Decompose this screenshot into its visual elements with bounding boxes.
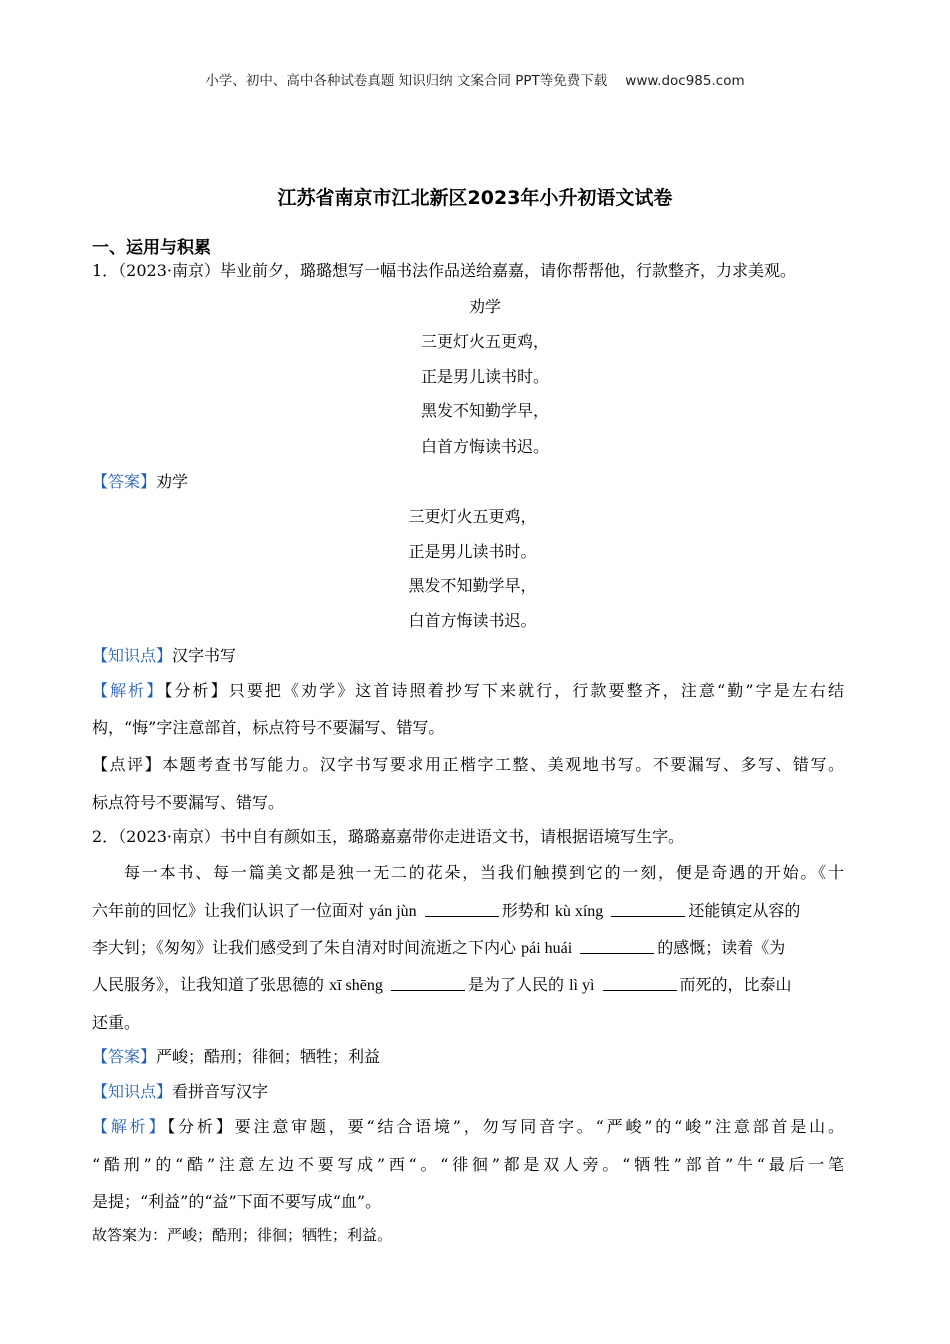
analysis-text: 【分析】要注意审题，要“结合语境”，勿写同音字。“严峻”的“峻”注意部首是山。 bbox=[167, 1117, 844, 1136]
answer-tag: 【答案】 bbox=[92, 472, 157, 491]
q2-conclusion: 故答案为：严峻；酷刑；徘徊；牺牲；利益。 bbox=[92, 1226, 393, 1244]
q1-stem: 1．（2023·南京）毕业前夕，璐璐想写一幅书法作品送给嘉嘉，请你帮帮他，行款整齐，力求美观。 bbox=[92, 261, 796, 280]
answer-text: 严峻；酷刑；徘徊；牺牲；利益 bbox=[156, 1047, 381, 1066]
q1-poem-line: 黑发不知勤学早， bbox=[420, 401, 549, 420]
q1-analysis-line bbox=[92, 678, 844, 701]
knowledge-text: 看拼音写汉字 bbox=[172, 1082, 269, 1101]
passage-text: 李大钊；《匆匆》让我们感受到了朱自清对时间流逝之下内心 bbox=[92, 938, 517, 957]
pinyin: yán jùn bbox=[369, 903, 417, 920]
passage-text: 而死的，比泰山 bbox=[679, 975, 792, 994]
review-tag: 【点评】 bbox=[92, 755, 163, 774]
q1-answer-poem-line: 三更灯火五更鸡， bbox=[408, 507, 537, 526]
q1-analysis-line: 构，“悔”字注意部首，标点符号不要漏写、错写。 bbox=[92, 718, 445, 737]
passage-text: 是为了人民的 bbox=[467, 975, 564, 994]
q2-analysis-line: “酷刑”的“酷”注意左边不要写成”西“。“徘徊”都是双人旁。“牺牲”部首”牛“最后一笔 bbox=[92, 1155, 844, 1174]
passage-text: 还能镇定从容的 bbox=[688, 901, 801, 920]
passage-text: 的感慨；读着《为 bbox=[657, 938, 786, 957]
q1-answer bbox=[92, 469, 188, 492]
passage-text: 六年前的回忆》让我们认识了一位面对 bbox=[92, 901, 365, 920]
q1-knowledge-point bbox=[92, 643, 236, 666]
header-site-link[interactable]: www.doc985.com bbox=[625, 73, 745, 89]
review-text: 本题考查书写能力。汉字书写要求用正楷字工整、美观地书写。不要漏写、多写、错写。 bbox=[162, 755, 844, 774]
passage-text: 人民服务》，让我知道了张思德的 bbox=[92, 975, 325, 994]
section-heading: 一、运用与积累 bbox=[92, 238, 211, 258]
q2-analysis-line bbox=[92, 1114, 844, 1137]
pinyin: lì yì bbox=[569, 977, 595, 994]
q1-poem-line: 正是男儿读书时。 bbox=[420, 367, 549, 386]
q1-answer-poem-line: 正是男儿读书时。 bbox=[408, 542, 537, 561]
q2-answer bbox=[92, 1044, 380, 1067]
pinyin: pái huái bbox=[521, 940, 573, 957]
q1-answer-poem-line: 黑发不知勤学早， bbox=[408, 576, 537, 595]
knowledge-tag: 【知识点】 bbox=[92, 1082, 173, 1101]
page-header bbox=[0, 69, 950, 89]
q2-passage-line bbox=[92, 972, 792, 995]
q1-poem-line: 白首方悔读书迟。 bbox=[420, 437, 549, 456]
q2-passage-line: 还重。 bbox=[92, 1013, 141, 1032]
q2-passage-line: 每一本书、每一篇美文都是独一无二的花朵，当我们触摸到它的一刻，便是奇遇的开始。《十 bbox=[124, 863, 844, 882]
answer-blank[interactable] bbox=[603, 976, 677, 991]
q1-answer-poem-line: 白首方悔读书迟。 bbox=[408, 611, 537, 630]
q1-answer-title: 劝学 bbox=[156, 472, 189, 491]
answer-blank[interactable] bbox=[580, 939, 654, 954]
header-text: 小学、初中、高中各种试卷真题 知识归纳 文案合同 PPT等免费下载 bbox=[205, 73, 608, 89]
answer-blank[interactable] bbox=[391, 976, 465, 991]
document-title: 江苏省南京市江北新区2023年小升初语文试卷 bbox=[277, 187, 673, 209]
q2-passage-line bbox=[92, 935, 785, 958]
pinyin: xī shēng bbox=[329, 977, 383, 994]
q1-poem-line: 三更灯火五更鸡， bbox=[420, 332, 549, 351]
answer-tag: 【答案】 bbox=[92, 1047, 157, 1066]
q1-review-line bbox=[92, 752, 844, 775]
analysis-text: 【分析】只要把《劝学》这首诗照着抄写下来就行，行款要整齐，注意“勤”字是左右结 bbox=[164, 681, 844, 700]
q1-review-line: 标点符号不要漏写、错写。 bbox=[92, 793, 285, 812]
q2-knowledge-point bbox=[92, 1079, 268, 1102]
analysis-tag: 【解析】 bbox=[92, 1117, 168, 1136]
knowledge-tag: 【知识点】 bbox=[92, 646, 173, 665]
q2-analysis-line: 是提；“利益”的“益”下面不要写成“血”。 bbox=[92, 1192, 382, 1211]
answer-blank[interactable] bbox=[611, 902, 685, 917]
q2-stem: 2．（2023·南京）书中自有颜如玉，璐璐嘉嘉带你走进语文书，请根据语境写生字。 bbox=[92, 827, 684, 846]
answer-blank[interactable] bbox=[425, 902, 499, 917]
q1-poem-title: 劝学 bbox=[468, 297, 501, 316]
knowledge-text: 汉字书写 bbox=[172, 646, 237, 665]
passage-text: 形势和 bbox=[501, 901, 550, 920]
analysis-tag: 【解析】 bbox=[92, 681, 165, 700]
pinyin: kù xíng bbox=[554, 903, 604, 920]
q2-passage-line bbox=[92, 898, 800, 921]
